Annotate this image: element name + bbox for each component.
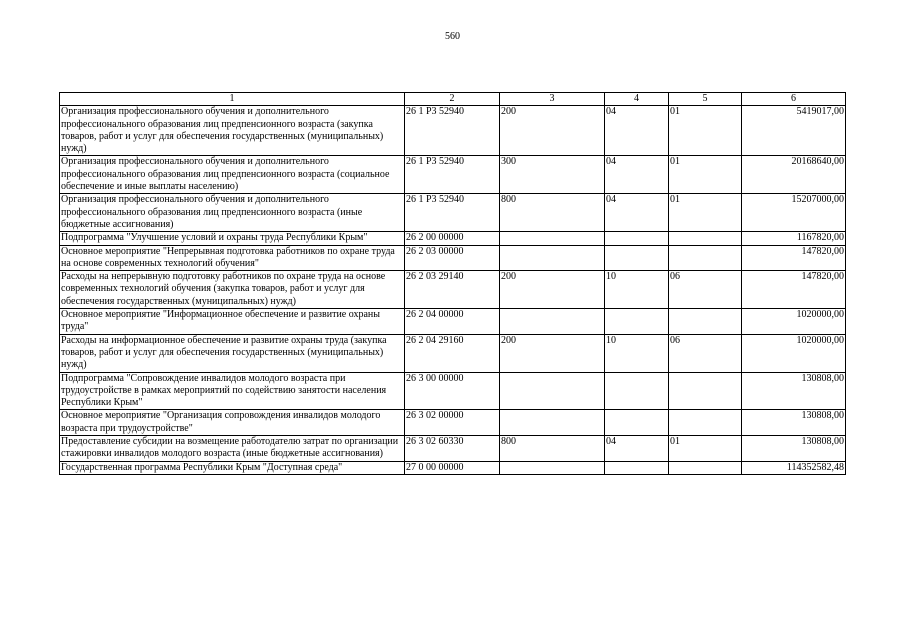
expense-type-cell bbox=[500, 245, 605, 271]
section-cell: 04 bbox=[605, 436, 669, 462]
expense-type-cell: 300 bbox=[500, 156, 605, 194]
expense-type-cell bbox=[500, 372, 605, 410]
subsection-cell: 01 bbox=[669, 106, 742, 156]
section-cell: 10 bbox=[605, 334, 669, 372]
page-number: 560 bbox=[445, 31, 460, 42]
subsection-cell bbox=[669, 461, 742, 474]
table-row bbox=[60, 232, 846, 245]
table-row bbox=[60, 106, 846, 156]
amount-cell: 1167820,00 bbox=[742, 232, 846, 245]
expense-name-cell: Предоставление субсидии на возмещение работодателю затрат по организации стажировки инвалидов молодого возраста (иные бюджетные ассигнования) bbox=[60, 436, 405, 462]
section-cell: 04 bbox=[605, 106, 669, 156]
table-row bbox=[60, 372, 846, 410]
section-cell: 04 bbox=[605, 194, 669, 232]
column-header: 6 bbox=[742, 93, 846, 106]
table-row bbox=[60, 436, 846, 462]
amount-cell: 1020000,00 bbox=[742, 309, 846, 335]
amount-cell: 130808,00 bbox=[742, 410, 846, 436]
column-header: 5 bbox=[669, 93, 742, 106]
target-article-cell: 26 3 02 00000 bbox=[405, 410, 500, 436]
table-row bbox=[60, 309, 846, 335]
subsection-cell: 01 bbox=[669, 194, 742, 232]
subsection-cell bbox=[669, 232, 742, 245]
subsection-cell: 06 bbox=[669, 271, 742, 309]
target-article-cell: 26 2 03 29140 bbox=[405, 271, 500, 309]
expense-name-cell: Организация профессионального обучения и дополнительного профессионального образования лиц предпенсионного возраста (закупка товаров, работ и услуг для обеспечения государственных (муниципальных) нужд) bbox=[60, 106, 405, 156]
column-header: 1 bbox=[60, 93, 405, 106]
target-article-cell: 26 1 P3 52940 bbox=[405, 106, 500, 156]
expense-type-cell bbox=[500, 232, 605, 245]
section-cell: 04 bbox=[605, 156, 669, 194]
column-header: 3 bbox=[500, 93, 605, 106]
expense-type-cell: 800 bbox=[500, 194, 605, 232]
expense-name-cell: Подпрограмма "Сопровождение инвалидов молодого возраста при трудоустройстве в рамках мероприятий по содействию занятости населения Республики Крым" bbox=[60, 372, 405, 410]
amount-cell: 130808,00 bbox=[742, 436, 846, 462]
table-row bbox=[60, 156, 846, 194]
target-article-cell: 26 3 02 60330 bbox=[405, 436, 500, 462]
subsection-cell: 01 bbox=[669, 436, 742, 462]
target-article-cell: 27 0 00 00000 bbox=[405, 461, 500, 474]
expense-name-cell: Основное мероприятие "Организация сопровождения инвалидов молодого возраста при трудоустройстве" bbox=[60, 410, 405, 436]
expense-type-cell: 200 bbox=[500, 106, 605, 156]
column-header: 4 bbox=[605, 93, 669, 106]
expense-name-cell: Государственная программа Республики Крым "Доступная среда" bbox=[60, 461, 405, 474]
expense-name-cell: Организация профессионального обучения и дополнительного профессионального образования лиц предпенсионного возраста (иные бюджетные ассигнования) bbox=[60, 194, 405, 232]
expense-type-cell bbox=[500, 410, 605, 436]
subsection-cell bbox=[669, 245, 742, 271]
amount-cell: 130808,00 bbox=[742, 372, 846, 410]
table-row bbox=[60, 271, 846, 309]
table-row bbox=[60, 461, 846, 474]
target-article-cell: 26 1 P3 52940 bbox=[405, 156, 500, 194]
section-cell bbox=[605, 461, 669, 474]
subsection-cell bbox=[669, 309, 742, 335]
expense-type-cell: 800 bbox=[500, 436, 605, 462]
amount-cell: 15207000,00 bbox=[742, 194, 846, 232]
target-article-cell: 26 2 03 00000 bbox=[405, 245, 500, 271]
table-row bbox=[60, 334, 846, 372]
expense-name-cell: Организация профессионального обучения и дополнительного профессионального образования лиц предпенсионного возраста (социальное обеспечение и иные выплаты населению) bbox=[60, 156, 405, 194]
section-cell bbox=[605, 232, 669, 245]
target-article-cell: 26 2 04 00000 bbox=[405, 309, 500, 335]
expense-name-cell: Расходы на непрерывную подготовку работников по охране труда на основе современных технологий обучения (закупка товаров, работ и услуг для обеспечения государственных (муниципальных) нужд) bbox=[60, 271, 405, 309]
table-row bbox=[60, 245, 846, 271]
table-row bbox=[60, 194, 846, 232]
subsection-cell bbox=[669, 410, 742, 436]
column-header: 2 bbox=[405, 93, 500, 106]
subsection-cell bbox=[669, 372, 742, 410]
target-article-cell: 26 2 04 29160 bbox=[405, 334, 500, 372]
amount-cell: 5419017,00 bbox=[742, 106, 846, 156]
expense-type-cell bbox=[500, 309, 605, 335]
amount-cell: 147820,00 bbox=[742, 271, 846, 309]
expense-name-cell: Основное мероприятие "Информационное обеспечение и развитие охраны труда" bbox=[60, 309, 405, 335]
section-cell bbox=[605, 309, 669, 335]
budget-table bbox=[59, 92, 846, 475]
expense-type-cell bbox=[500, 461, 605, 474]
expense-type-cell: 200 bbox=[500, 334, 605, 372]
expense-name-cell: Основное мероприятие "Непрерывная подготовка работников по охране труда на основе современных технологий обучения" bbox=[60, 245, 405, 271]
amount-cell: 20168640,00 bbox=[742, 156, 846, 194]
expense-type-cell: 200 bbox=[500, 271, 605, 309]
amount-cell: 1020000,00 bbox=[742, 334, 846, 372]
expense-name-cell: Подпрограмма "Улучшение условий и охраны труда Республики Крым" bbox=[60, 232, 405, 245]
amount-cell: 147820,00 bbox=[742, 245, 846, 271]
section-cell: 10 bbox=[605, 271, 669, 309]
section-cell bbox=[605, 245, 669, 271]
target-article-cell: 26 3 00 00000 bbox=[405, 372, 500, 410]
section-cell bbox=[605, 410, 669, 436]
target-article-cell: 26 2 00 00000 bbox=[405, 232, 500, 245]
table-row bbox=[60, 410, 846, 436]
subsection-cell: 01 bbox=[669, 156, 742, 194]
header-row bbox=[60, 93, 846, 106]
section-cell bbox=[605, 372, 669, 410]
expense-name-cell: Расходы на информационное обеспечение и развитие охраны труда (закупка товаров, работ и услуг для обеспечения государственных (муниципальных) нужд) bbox=[60, 334, 405, 372]
target-article-cell: 26 1 P3 52940 bbox=[405, 194, 500, 232]
amount-cell: 114352582,48 bbox=[742, 461, 846, 474]
subsection-cell: 06 bbox=[669, 334, 742, 372]
